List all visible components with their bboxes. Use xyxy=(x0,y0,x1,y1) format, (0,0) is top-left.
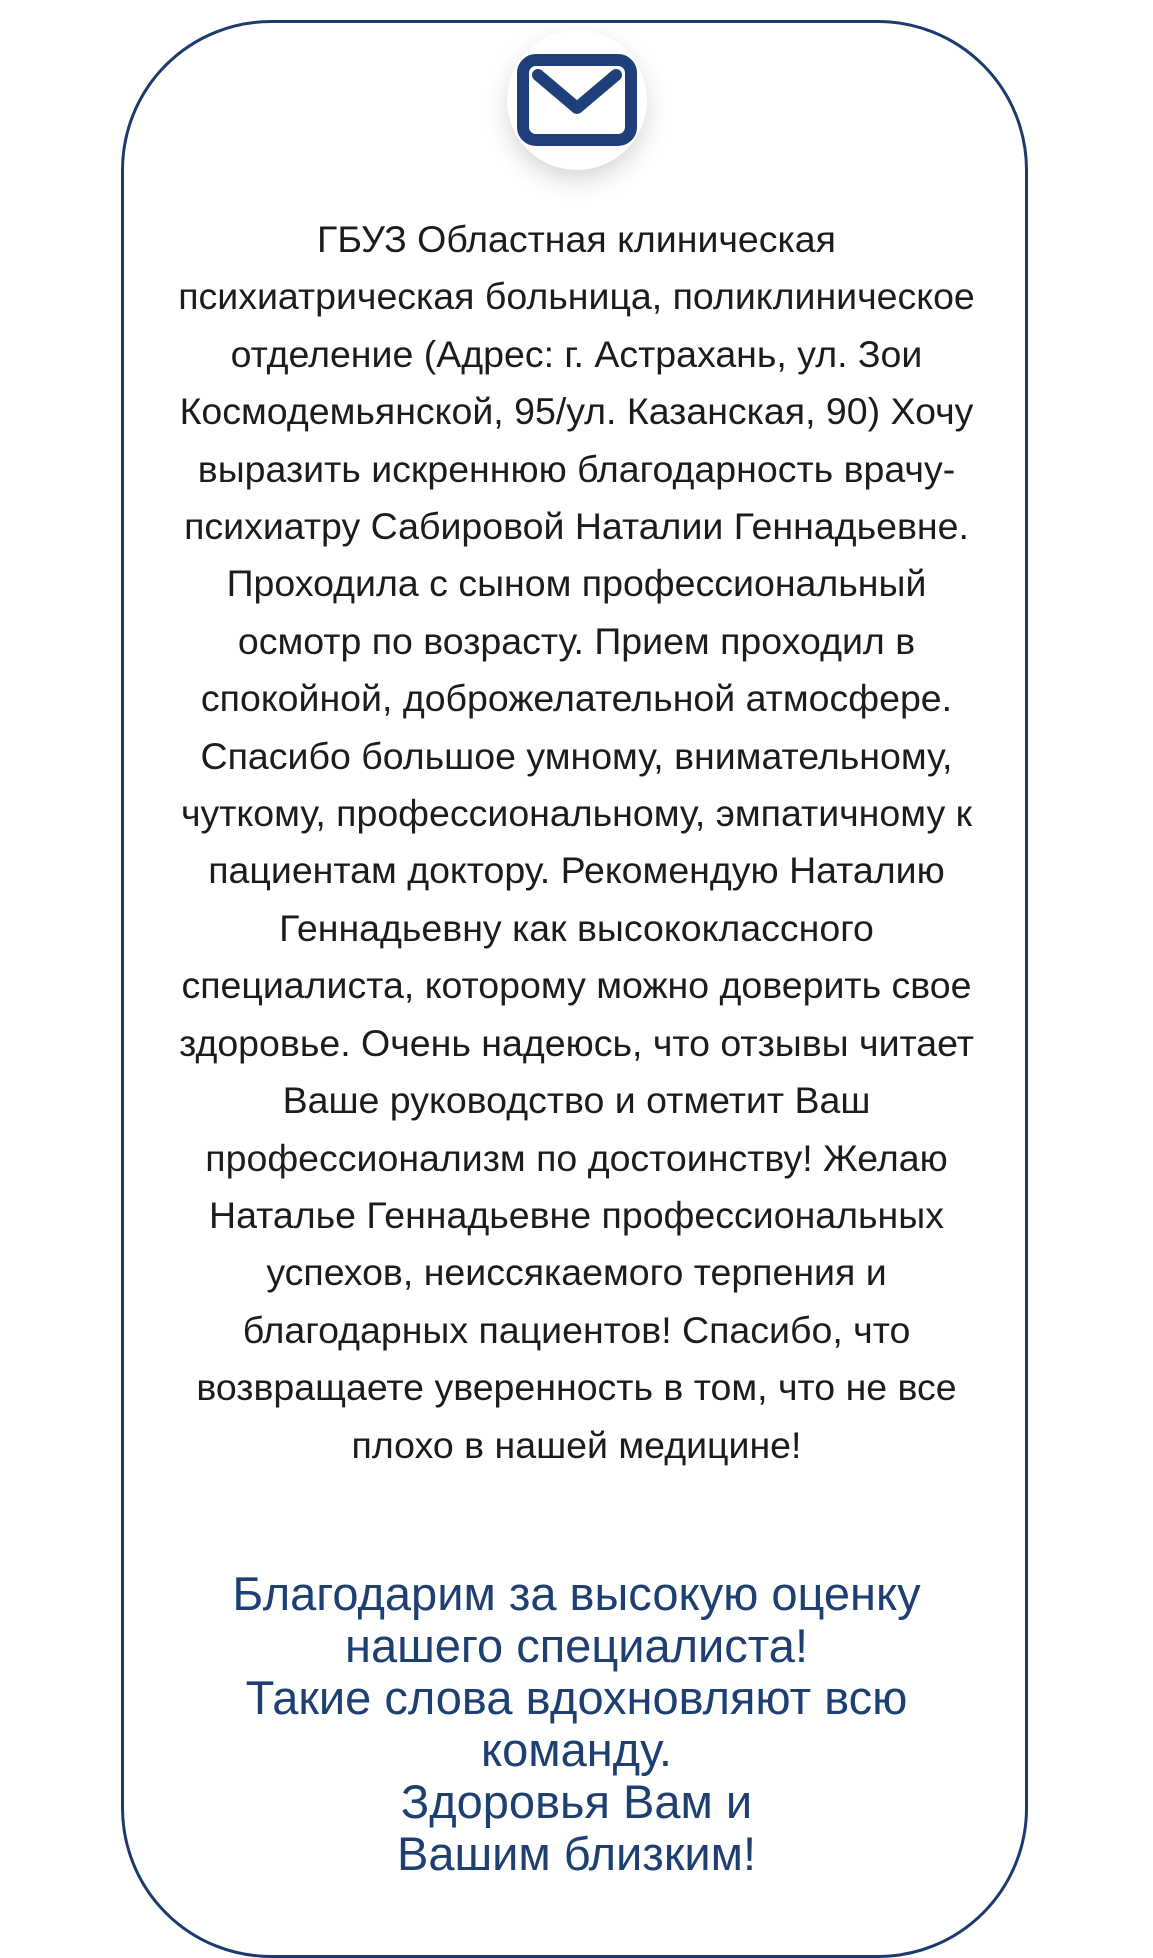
mail-badge xyxy=(507,30,647,170)
reply-text: Благодарим за высокую оценку нашего специалиста! Такие слова вдохновляют всю команду. Здоровья Вам и Вашим близким! xyxy=(232,1567,921,1880)
review-text: ГБУЗ Областная клиническая психиатрическая больница, поликлиническое отделение (Адрес: г. Астрахань, ул. Зои Космодемьянской, 95/ул. Казанская, 90) Хочу выразить искреннюю благодарность врачу- психиатру Сабировой Наталии Геннадьевне. Проходила с сыном профессиональный осмотр по возрасту. Прием проходил в спокойной, доброжелательной атмосфере. Спасибо большое умному, внимательному, чуткому, профессиональному, эмпатичному к пациентам доктору. Рекомендую Наталию Геннадьевну как высококлассного специалиста, которому можно доверить свое здоровье. Очень надеюсь, что отзывы читает Ваше руководство и отметит Ваш профессионализм по достоинству! Желаю Наталье Геннадьевне профессиональных успехов, неиссякаемого терпения и благодарных пациентов! Спасибо, что возвращаете уверенность в том, что не все плохо в нашей медицине! xyxy=(178,218,975,1466)
mail-icon xyxy=(516,53,638,147)
